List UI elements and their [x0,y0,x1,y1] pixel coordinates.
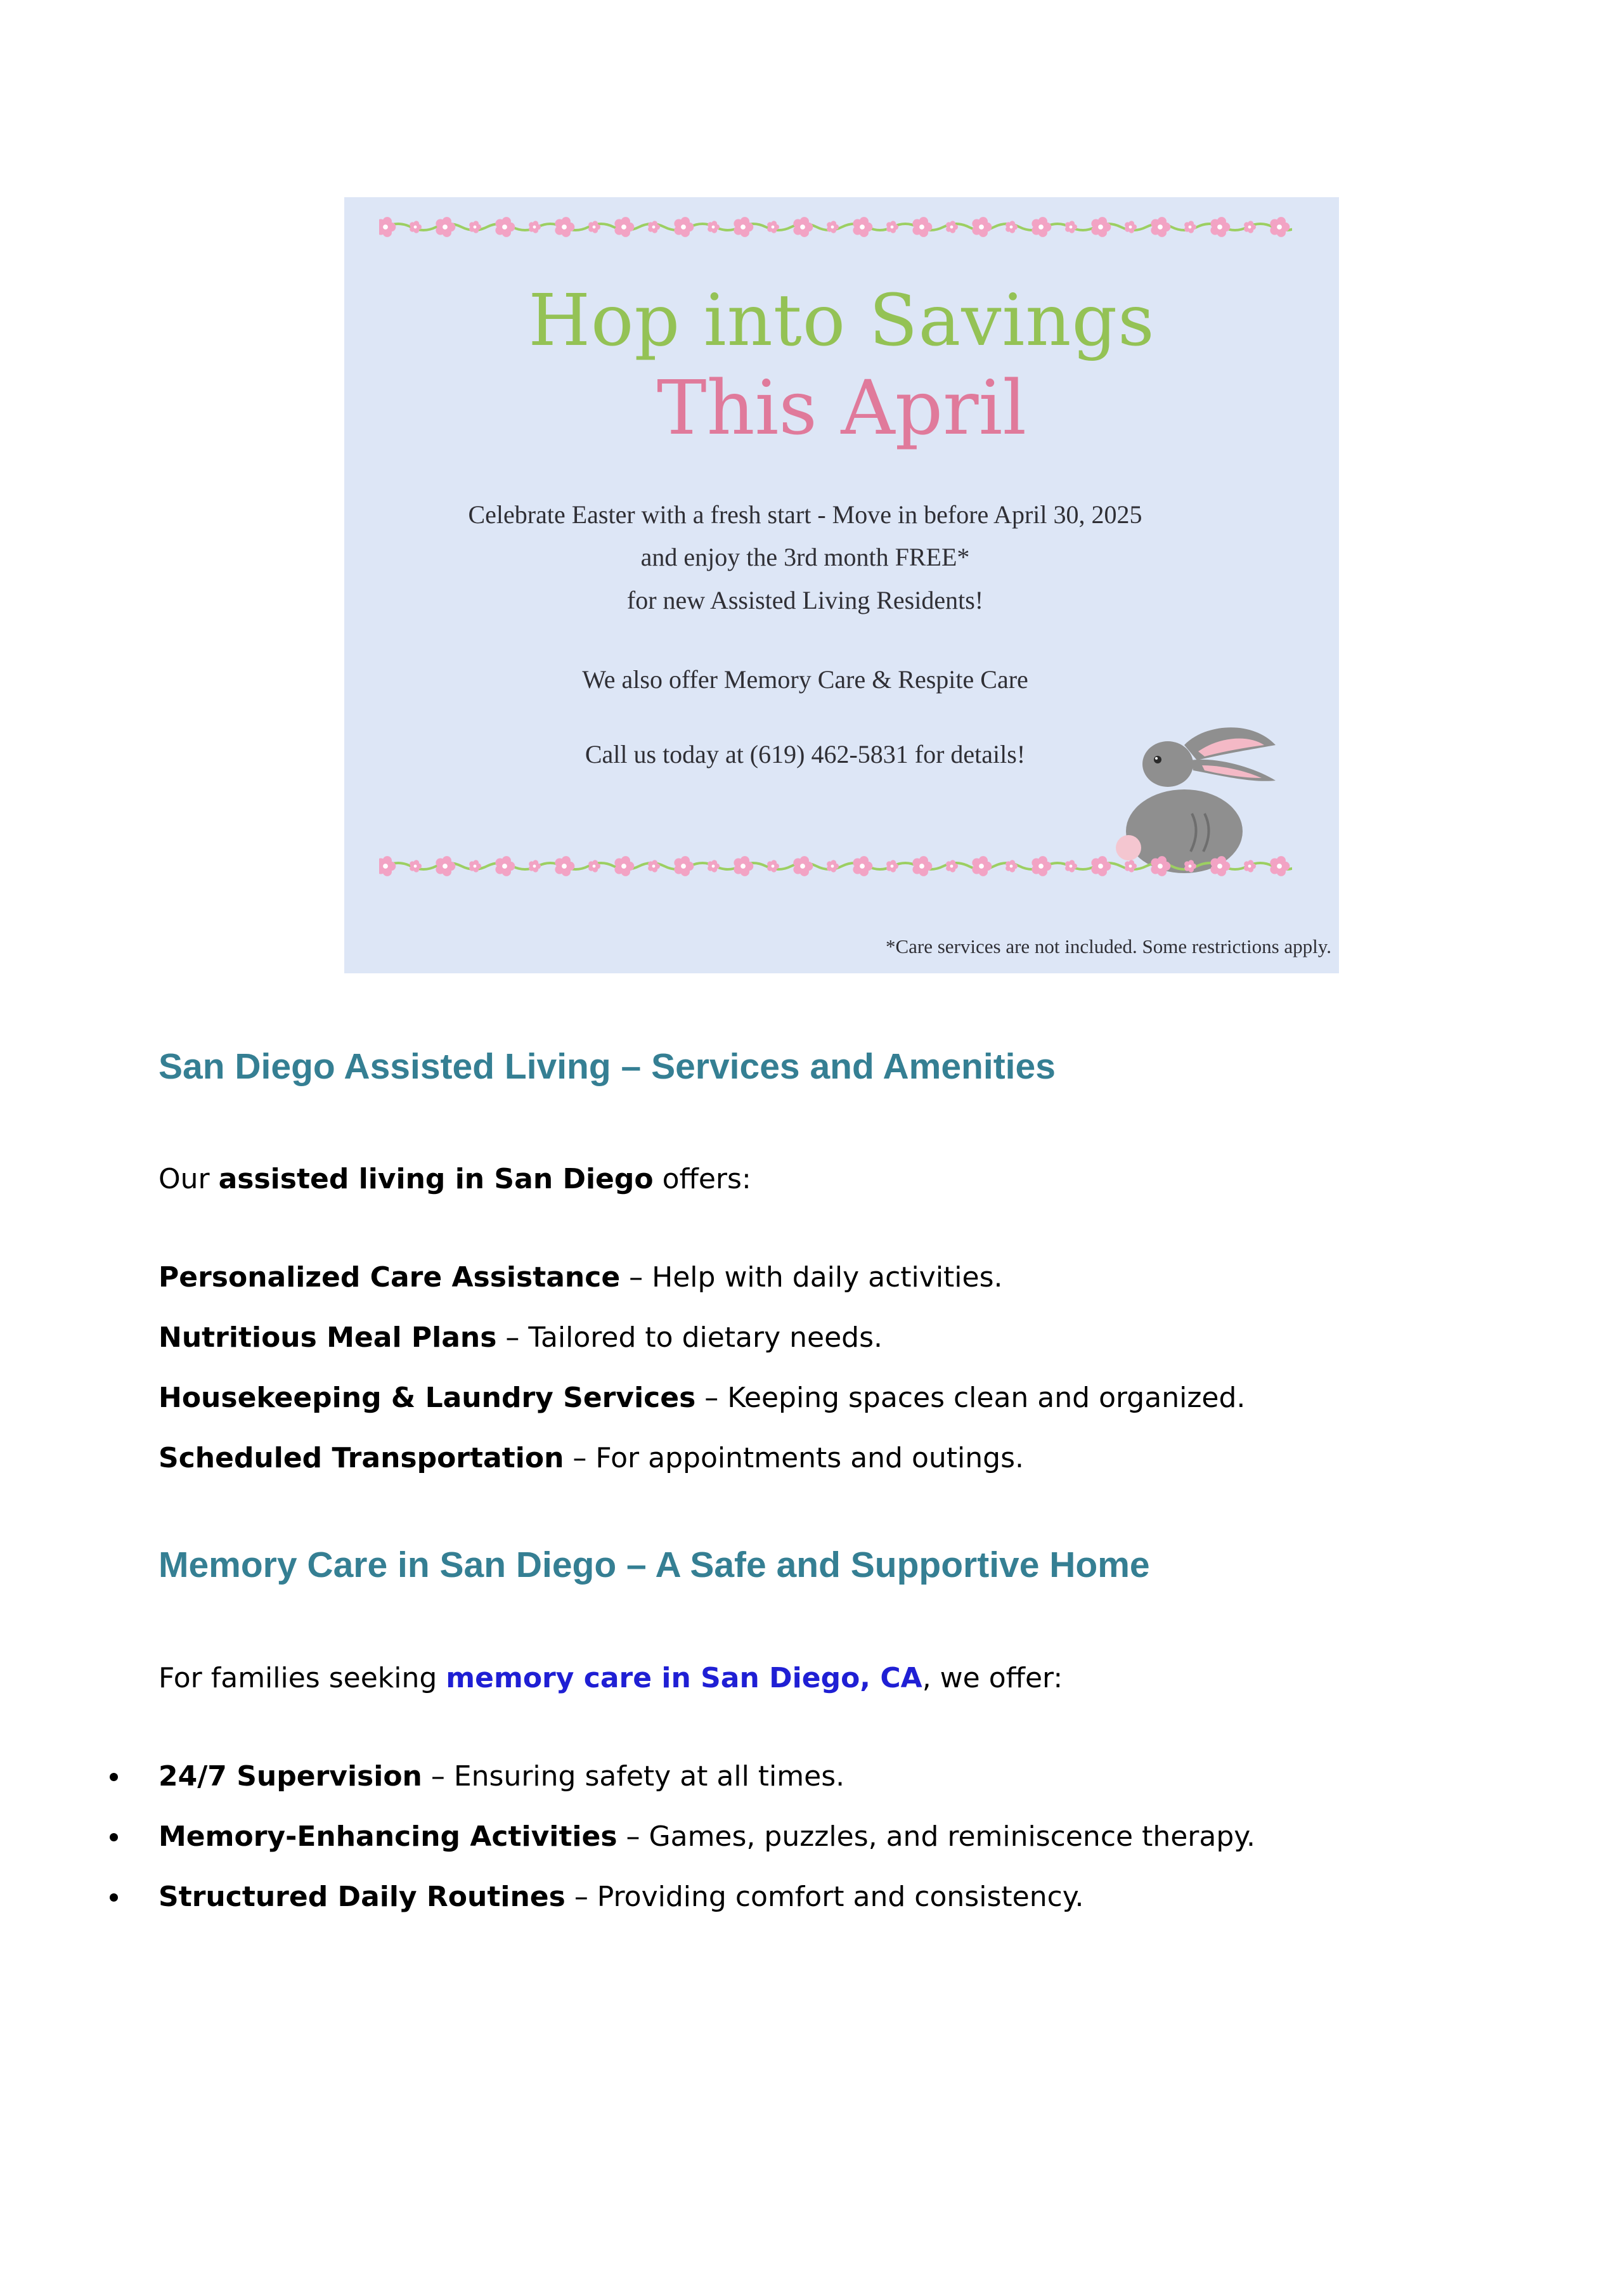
flower-icon [614,217,634,237]
bullet-description: – Providing comfort and consistency. [565,1881,1084,1913]
service-description: – For appointments and outings. [564,1442,1024,1474]
intro-bold-text: assisted living in San Diego [218,1163,654,1195]
flower-icon [674,856,694,876]
flower-icon [555,217,574,237]
flower-icon [410,221,422,233]
bullet-icon [110,1833,118,1841]
flower-icon [529,860,541,872]
promo-offer-line: for new Assisted Living Residents! [626,586,984,614]
flower-icon [1091,856,1111,876]
flower-icon [1065,860,1077,872]
flower-icon [886,860,898,872]
bullet-description: – Ensuring safety at all times. [422,1760,845,1793]
flower-icon [793,856,813,876]
flower-icon [827,221,839,233]
flower-icon [410,860,422,872]
flower-icon [1270,856,1290,876]
intro-text: Our [158,1163,219,1195]
flower-icon [1151,856,1170,876]
service-description: – Keeping spaces clean and organized. [695,1382,1246,1414]
flower-icon [436,856,455,876]
flower-icon [1091,217,1111,237]
flower-icon [436,217,455,237]
bullet-description: – Games, puzzles, and reminiscence therapy. [617,1820,1256,1853]
bullet-list-item [158,1819,1255,1855]
assisted-living-intro [158,1162,751,1197]
flower-icon [555,856,574,876]
flower-icon [734,856,753,876]
flower-icon [734,217,753,237]
bullet-icon [110,1893,118,1902]
flower-icon [912,856,932,876]
flower-icon [1244,221,1256,233]
flower-icon [495,217,515,237]
flower-icon [1031,217,1051,237]
flower-icon [648,221,660,233]
memory-care-link[interactable]: memory care in San Diego, CA [446,1662,922,1694]
flower-icon [1210,217,1230,237]
flower-icon [972,856,992,876]
flower-icon [1184,860,1196,872]
bullet-title: Structured Daily Routines [158,1881,566,1913]
flower-icon [674,217,694,237]
flower-icon [1244,860,1256,872]
promo-offer-line: Celebrate Easter with a fresh start - Move in before April 30, 2025 [468,500,1142,529]
bullet-title: 24/7 Supervision [158,1760,422,1793]
promo-subhead: This April [656,364,1027,451]
flower-icon [1005,860,1018,872]
service-title: Nutritious Meal Plans [158,1321,497,1354]
flower-icon [1184,221,1196,233]
flower-icon [1151,217,1170,237]
flower-vine-bottom-decoration [379,846,1292,884]
flower-icon [972,217,992,237]
bullet-icon [110,1773,118,1781]
service-title: Housekeeping & Laundry Services [158,1382,696,1414]
flower-icon [912,217,932,237]
promo-call-line: Call us today at (619) 462-5831 for details! [585,740,1026,769]
memory-care-intro [158,1661,1063,1696]
flower-vine-top-decoration [379,207,1292,245]
flower-icon [708,221,720,233]
flower-icon [708,860,720,872]
flower-icon [1210,856,1230,876]
flower-icon [853,856,872,876]
flower-icon [853,217,872,237]
flower-icon [648,860,660,872]
service-item [158,1441,1024,1476]
flower-icon [469,221,481,233]
flower-icon [379,856,396,876]
service-description: – Tailored to dietary needs. [496,1321,883,1354]
bullet-title: Memory-Enhancing Activities [158,1820,618,1853]
flower-icon [495,856,515,876]
flower-icon [1005,221,1018,233]
promo-services-line: We also offer Memory Care & Respite Care [582,665,1028,694]
service-title: Scheduled Transportation [158,1442,564,1474]
bullet-list-item [158,1879,1084,1915]
flower-icon [793,217,813,237]
assisted-living-heading: San Diego Assisted Living – Services and Amenities [158,1046,1056,1087]
promo-offer-line: and enjoy the 3rd month FREE* [640,543,970,571]
service-item [158,1260,1003,1295]
flower-icon [1031,856,1051,876]
service-item [158,1320,883,1356]
flower-icon [1065,221,1077,233]
promo-headline: Hop into Savings [528,280,1155,362]
flower-icon [827,860,839,872]
service-description: – Help with daily activities. [620,1261,1003,1294]
memory-care-heading: Memory Care in San Diego – A Safe and Supportive Home [158,1545,1150,1585]
flower-icon [529,221,541,233]
intro-text: offers: [653,1163,751,1195]
flower-icon [1270,217,1290,237]
service-title: Personalized Care Assistance [158,1261,621,1294]
flower-icon [614,856,634,876]
bullet-list-item [158,1759,844,1794]
easter-promo-banner [344,197,1339,973]
flower-icon [886,221,898,233]
flower-icon [469,860,481,872]
service-item [158,1380,1245,1416]
flower-icon [379,217,396,237]
intro-text: , we offer: [922,1662,1063,1694]
promo-disclaimer: *Care services are not included. Some restrictions apply. [885,935,1331,957]
intro-text: For families seeking [158,1662,446,1694]
